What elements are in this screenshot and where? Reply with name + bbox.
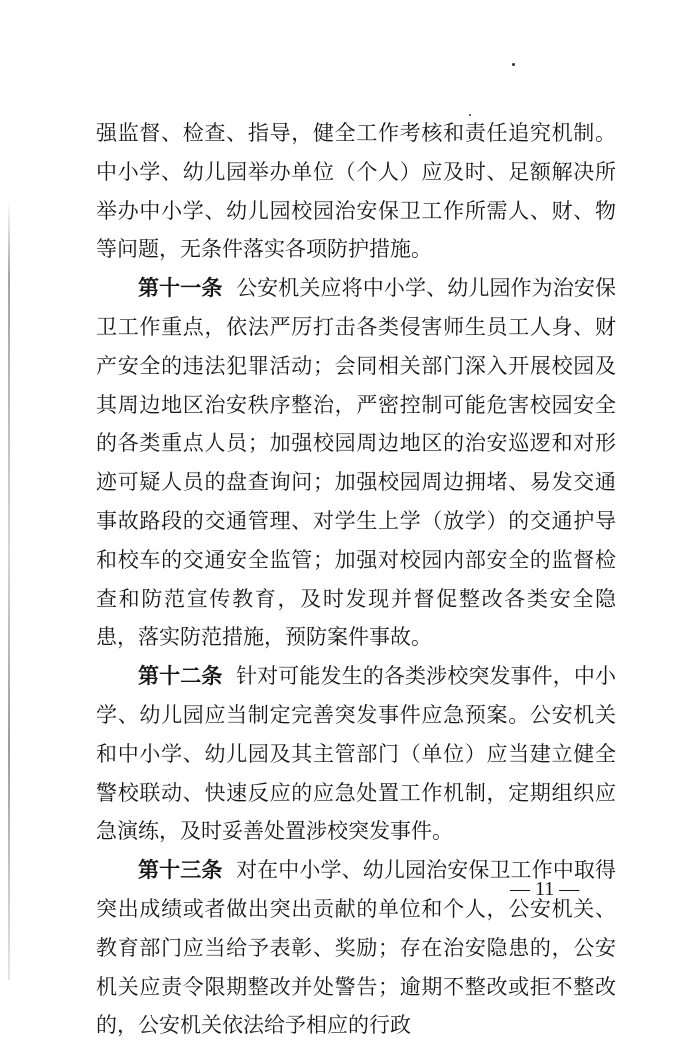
article-number: 第十一条	[138, 275, 223, 301]
paragraph-text: 针对可能发生的各类涉校突发事件，中小学、幼儿园应当制定完善突发事件应急预案。公安机关和中小学、幼儿园及其主管部门（单位）应当建立健全警校联动、快速反应的应急处置工作机制，定期组织应急演练，及时妥善处置涉校突发事件。	[96, 664, 617, 844]
article-11-paragraph	[96, 269, 616, 657]
article-number: 第十二条	[138, 663, 223, 689]
paragraph-continued	[96, 114, 616, 269]
document-body	[96, 114, 616, 1045]
article-number: 第十三条	[138, 857, 223, 883]
article-12-paragraph	[96, 657, 616, 851]
paragraph-text: 强监督、检查、指导，健全工作考核和责任追究机制。中小学、幼儿园举办单位（个人）应及时、足额解决所举办中小学、幼儿园校园治安保卫工作所需人、财、物等问题，无条件落实各项防护措施。	[96, 121, 616, 262]
paragraph-text: 公安机关应将中小学、幼儿园作为治安保卫工作重点，依法严厉打击各类侵害师生员工人身、财产安全的违法犯罪活动；会同相关部门深入开展校园及其周边地区治安秩序整治，严密控制可能危害校园安全的各类重点人员；加强校园周边地区的治安巡逻和对形迹可疑人员的盘查询问；加强校园周边拥堵、易发交通事故路段的交通管理、对学生上学（放学）的交通护导和校车的交通安全监管；加强对校园内部安全的监督检查和防范宣传教育，及时发现并督促整改各类安全隐患，落实防范措施，预防案件事故。	[96, 276, 617, 650]
page-number: — 11 —	[510, 878, 580, 900]
scan-speck	[512, 63, 515, 66]
paragraph-text: 对在中小学、幼儿园治安保卫工作中取得突出成绩或者做出突出贡献的单位和个人，公安机关、教育部门应当给予表彰、奖励；存在治安隐患的，公安机关应责令限期整改并处警告；逾期不整改或拒不整改的，公安机关依法给予相应的行政	[96, 858, 617, 1038]
scan-edge-shadow	[8, 200, 10, 980]
